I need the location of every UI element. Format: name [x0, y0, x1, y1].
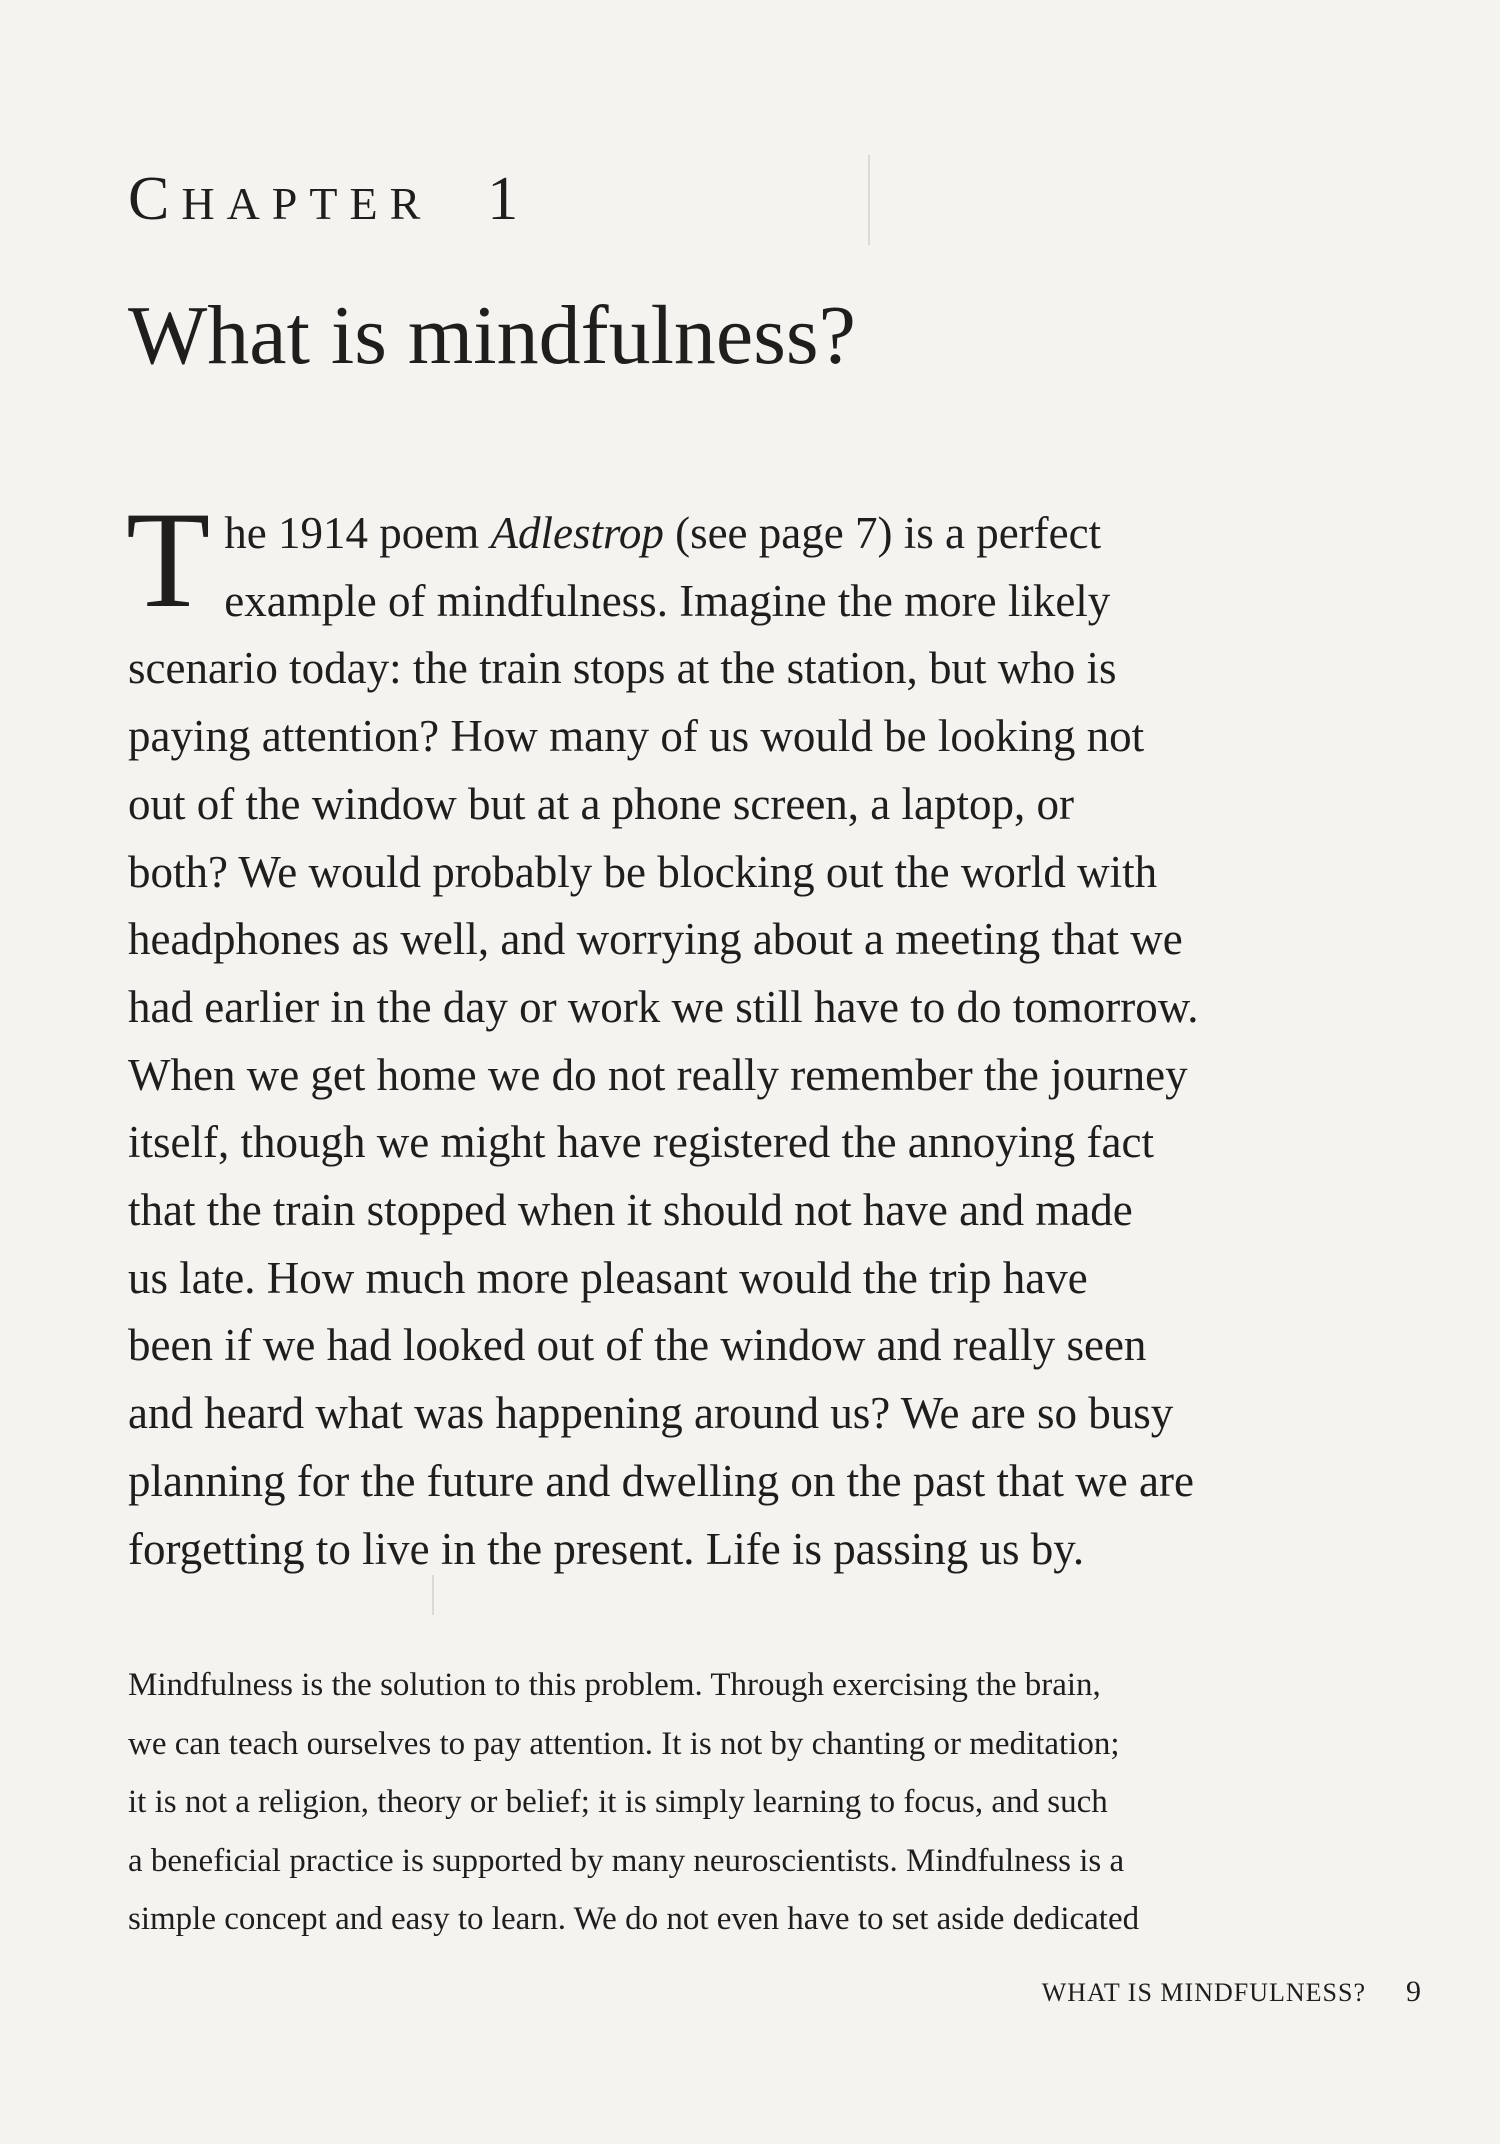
poem-title: Adlestrop	[490, 508, 664, 558]
lead-line: headphones as well, and worrying about a meeting that we	[128, 914, 1183, 965]
lead-line: scenario today: the train stops at the station, but who is	[128, 643, 1117, 694]
page-footer	[1042, 1975, 1422, 2009]
chapter-label-rest: HAPTER	[181, 178, 433, 229]
lead-line: planning for the future and dwelling on the past that we are	[128, 1455, 1194, 1506]
lead-line	[128, 500, 1388, 568]
body-line: simple concept and easy to learn. We do not even have to set aside dedicated	[128, 1901, 1140, 1937]
lead-line: been if we had looked out of the window and really seen	[128, 1320, 1147, 1371]
chapter-number: 1	[487, 165, 531, 233]
body-line: Mindfulness is the solution to this problem. Through exercising the brain,	[128, 1667, 1101, 1703]
body-line: we can teach ourselves to pay attention. It is not by chanting or meditation;	[128, 1725, 1120, 1762]
lead-paragraph	[126, 483, 1388, 1583]
lead-line-text: he 1914 poem	[224, 508, 491, 558]
lead-line-text: (see page 7) is a perfect	[663, 508, 1102, 558]
lead-line: out of the window but at a phone screen, a laptop, or	[128, 778, 1074, 829]
chapter-label	[128, 165, 531, 233]
lead-line: had earlier in the day or work we still have to do tomorrow.	[128, 981, 1199, 1032]
lead-line: forgetting to live in the present. Life is passing us by.	[128, 1523, 1085, 1574]
lead-line: that the train stopped when it should not have and made	[128, 1185, 1133, 1236]
drop-cap: T	[126, 483, 211, 636]
body-line: a beneficial practice is supported by many neuroscientists. Mindfulness is a	[128, 1842, 1125, 1879]
chapter-title: What is mindfulness?	[128, 289, 856, 382]
lead-line: example of mindfulness. Imagine the more likely	[224, 575, 1111, 626]
chapter-label-cap: C	[128, 165, 182, 233]
scan-artifact	[868, 155, 870, 245]
running-title: WHAT IS MINDFULNESS?	[1041, 1978, 1366, 2007]
lead-line: us late. How much more pleasant would the trip have	[128, 1252, 1088, 1303]
lead-line: itself, though we might have registered the annoying fact	[128, 1117, 1154, 1168]
page-number: 9	[1406, 1975, 1422, 2008]
lead-line: and heard what was happening around us? We are so busy	[128, 1388, 1174, 1439]
body-line: it is not a religion, theory or belief; it is simply learning to focus, and such	[128, 1784, 1108, 1820]
body-paragraph	[128, 1656, 1388, 1949]
lead-line: both? We would probably be blocking out the world with	[128, 846, 1158, 897]
lead-line: paying attention? How many of us would be looking not	[128, 711, 1145, 762]
lead-line: When we get home we do not really remember the journey	[128, 1049, 1188, 1100]
